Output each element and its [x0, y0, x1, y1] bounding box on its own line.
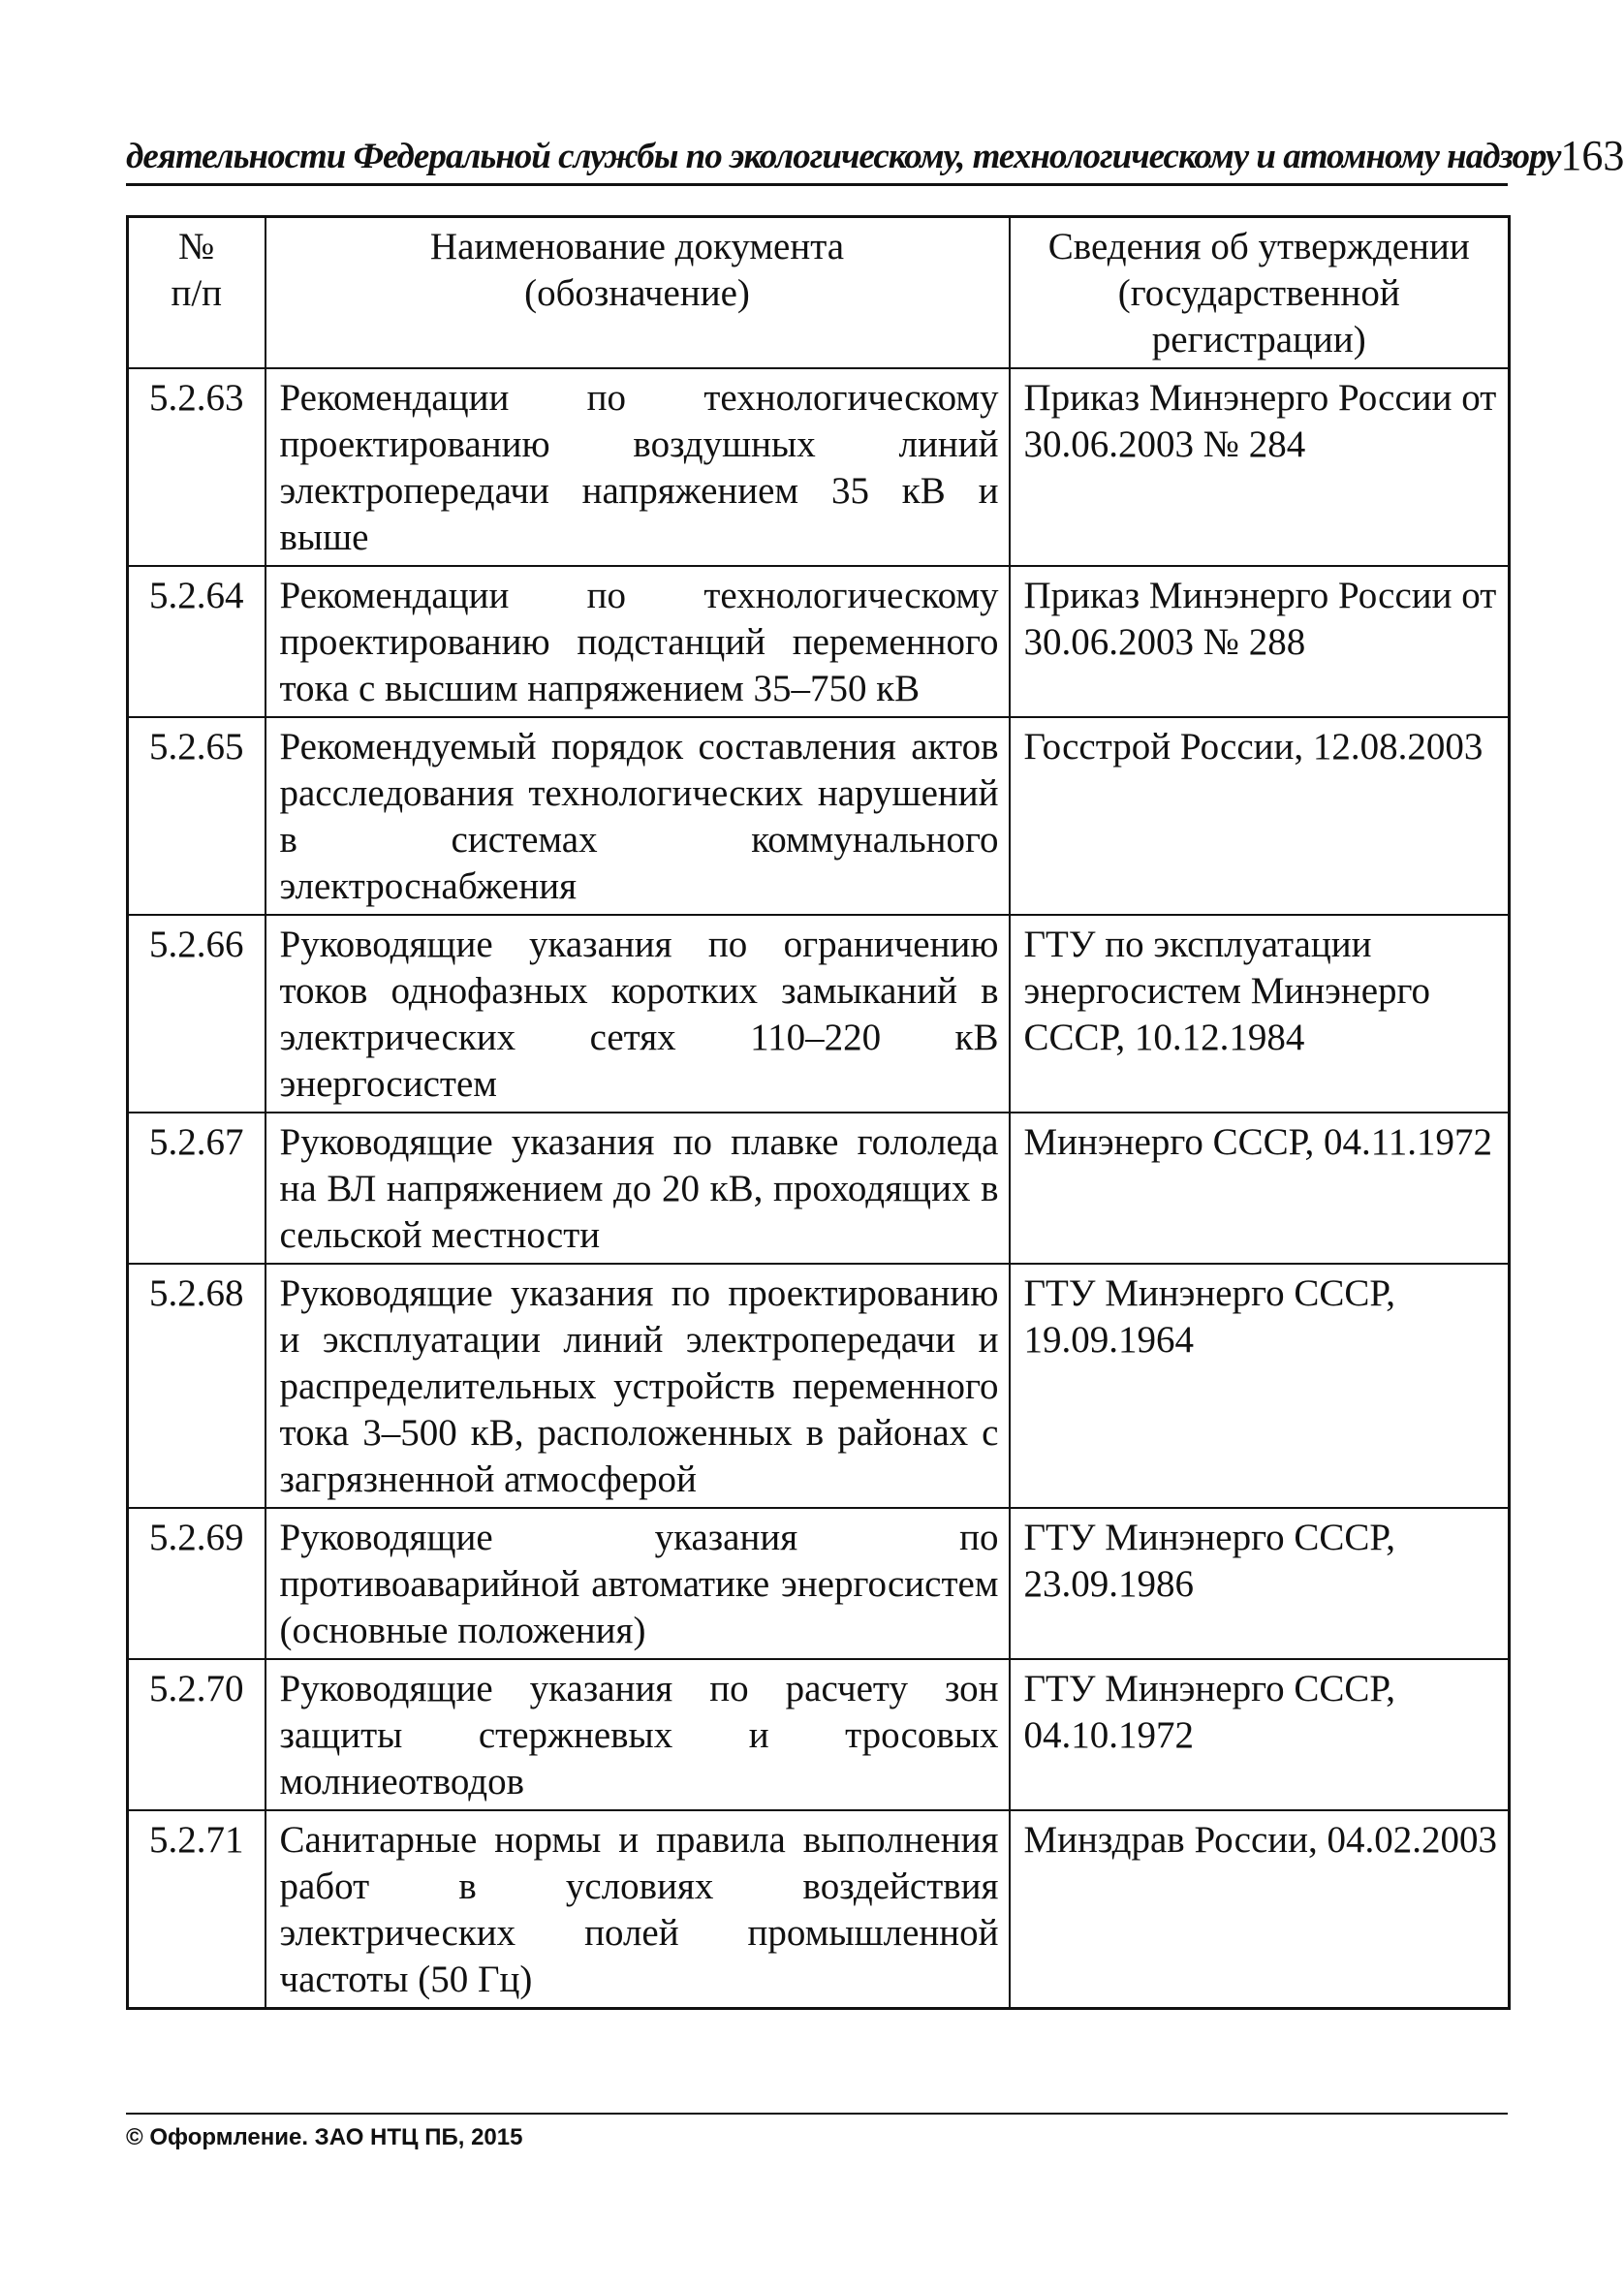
approval-info: ГТУ Минэнерго СССР, 23.09.1986: [1010, 1508, 1510, 1659]
row-number: 5.2.68: [128, 1264, 265, 1508]
column-header-approval: [1010, 217, 1510, 369]
approval-info: Приказ Минэнерго России от 30.06.2003 № 288: [1010, 566, 1510, 717]
row-number: 5.2.71: [128, 1810, 265, 2009]
approval-info: ГТУ Минэнерго СССР, 04.10.1972: [1010, 1659, 1510, 1810]
column-header-approval-line: (государственной: [1117, 272, 1400, 314]
column-header-document-name: [265, 217, 1010, 369]
column-header-approval-line: регистрации): [1151, 319, 1366, 361]
document-name: Рекомендуемый порядок составления актов расследования технологических нарушений в системах коммунального электроснабжения: [265, 717, 1010, 915]
row-number: 5.2.70: [128, 1659, 265, 1810]
table-row: [128, 368, 1510, 566]
document-name: Руководящие указания по противоаварийной автоматике энергосистем (основные положения): [265, 1508, 1010, 1659]
column-header-number-line: п/п: [171, 272, 223, 314]
column-header-number-line: №: [178, 226, 215, 267]
approval-info: Приказ Минэнерго России от 30.06.2003 № 284: [1010, 368, 1510, 566]
table-row: [128, 566, 1510, 717]
table-row: [128, 1113, 1510, 1264]
document-name: Руководящие указания по плавке гололеда на ВЛ напряжением до 20 кВ, проходящих в сельской местности: [265, 1113, 1010, 1264]
row-number: 5.2.67: [128, 1113, 265, 1264]
column-header-document-name-line: (обозначение): [524, 272, 750, 314]
running-header: [126, 128, 1624, 186]
document-name: Руководящие указания по проектированию и эксплуатации линий электропередачи и распределительных устройств переменного тока 3–500 кВ, расположенных в районах с загрязненной атмосферой: [265, 1264, 1010, 1508]
document-name: Рекомендации по технологическому проектированию воздушных линий электропередачи напряжением 35 кВ и выше: [265, 368, 1010, 566]
table-header-row: [128, 217, 1510, 369]
documents-table: [126, 215, 1511, 2010]
column-header-document-name-line: Наименование документа: [429, 226, 845, 267]
table-row: [128, 1508, 1510, 1659]
approval-info: ГТУ по эксплуатации энергосистем Минэнерго СССР, 10.12.1984: [1010, 915, 1510, 1113]
column-header-approval-line: Сведения об утверждении: [1047, 226, 1470, 267]
page-number: 163: [1560, 132, 1624, 179]
document-name: Руководящие указания по ограничению токов однофазных коротких замыканий в электрических сетях 110–220 кВ энергосистем: [265, 915, 1010, 1113]
column-header-number: [128, 217, 265, 369]
document-name: Санитарные нормы и правила выполнения работ в условиях воздействия электрических полей промышленной частоты (50 Гц): [265, 1810, 1010, 2009]
footer-copyright: © Оформление. ЗАО НТЦ ПБ, 2015: [126, 2113, 1508, 2151]
table-row: [128, 1810, 1510, 2009]
running-header-title: деятельности Федеральной службы по экологическому, технологическому и атомному надзору: [126, 137, 1561, 176]
row-number: 5.2.65: [128, 717, 265, 915]
approval-info: ГТУ Минэнерго СССР, 19.09.1964: [1010, 1264, 1510, 1508]
table-row: [128, 915, 1510, 1113]
table-row: [128, 717, 1510, 915]
approval-info: Минэнерго СССР, 04.11.1972: [1010, 1113, 1510, 1264]
document-name: Руководящие указания по расчету зон защиты стержневых и тросовых молниеотводов: [265, 1659, 1010, 1810]
approval-info: Минздрав России, 04.02.2003: [1010, 1810, 1510, 2009]
row-number: 5.2.63: [128, 368, 265, 566]
row-number: 5.2.64: [128, 566, 265, 717]
row-number: 5.2.69: [128, 1508, 265, 1659]
approval-info: Госстрой России, 12.08.2003: [1010, 717, 1510, 915]
document-name: Рекомендации по технологическому проектированию подстанций переменного тока с высшим напряжением 35–750 кВ: [265, 566, 1010, 717]
table-row: [128, 1264, 1510, 1508]
row-number: 5.2.66: [128, 915, 265, 1113]
table-row: [128, 1659, 1510, 1810]
